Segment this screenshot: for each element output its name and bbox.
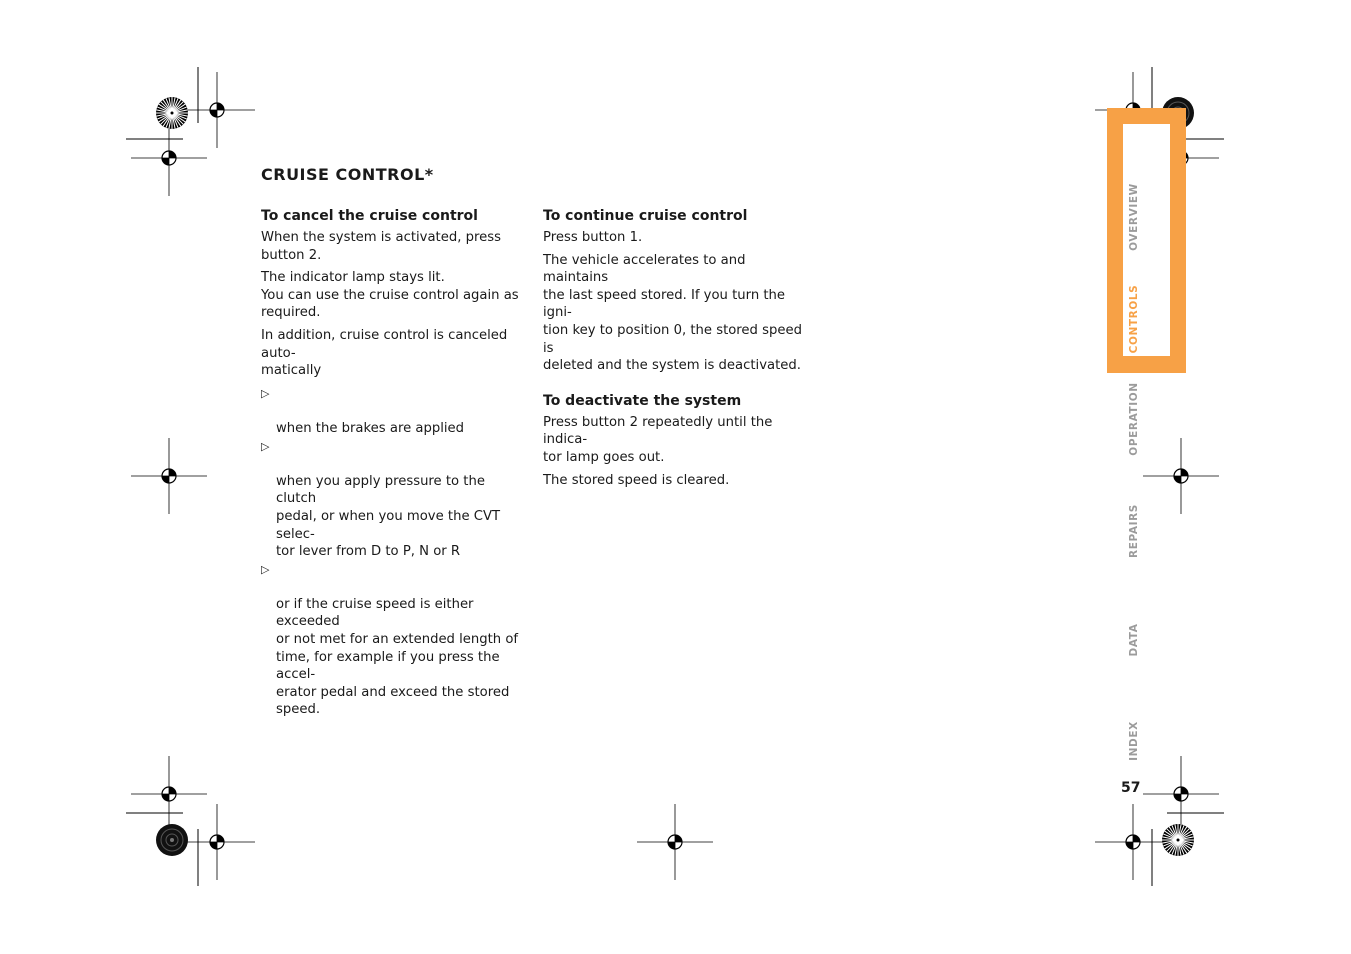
- left-column: [261, 207, 529, 719]
- continue-heading: To continue cruise control: [543, 208, 748, 224]
- nav-controls[interactable]: CONTROLS: [1128, 284, 1140, 354]
- nav-operation[interactable]: OPERATION: [1128, 382, 1140, 456]
- continue-paragraph-2: The vehicle accelerates to and maintains the last speed stored. If you turn the igni- tion key to position 0, the stored speed is deleted and the system is deactivated.: [543, 252, 802, 374]
- deactivate-paragraph-1: Press button 2 repeatedly until the indica- tor lamp goes out.: [543, 414, 773, 465]
- cancel-paragraph-1: When the system is activated, press button 2.: [261, 230, 501, 263]
- nav-index[interactable]: INDEX: [1128, 721, 1140, 761]
- cancel-paragraph-2: The indicator lamp stays lit. You can use the cruise control again as required.: [261, 270, 519, 321]
- list-item-text: when you apply pressure to the clutch pedal, or when you move the CVT selec- tor lever from D to P, N or R: [276, 473, 501, 560]
- cancel-paragraph-3: In addition, cruise control is canceled auto- matically: [261, 327, 508, 379]
- nav-data[interactable]: DATA: [1128, 623, 1140, 657]
- right-column: [543, 207, 811, 494]
- list-item-text: when the brakes are applied: [276, 420, 465, 436]
- nav-overview[interactable]: OVERVIEW: [1128, 183, 1140, 251]
- page-number: 57: [1121, 780, 1141, 796]
- continue-paragraph-1: Press button 1.: [543, 230, 643, 245]
- list-item: [261, 385, 529, 438]
- triangle-bullet-icon: ▷: [261, 562, 270, 576]
- cancel-heading: To cancel the cruise control: [261, 208, 478, 224]
- triangle-bullet-icon: ▷: [261, 439, 270, 453]
- triangle-bullet-icon: ▷: [261, 386, 270, 400]
- list-item-text: or if the cruise speed is either exceeded or not met for an extended length of time, for example if you press the accel- erator pedal and exceed the stored speed.: [276, 596, 519, 718]
- list-item: [261, 438, 529, 561]
- deactivate-heading: To deactivate the system: [543, 392, 742, 409]
- nav-repairs[interactable]: REPAIRS: [1128, 504, 1140, 558]
- page-title: CRUISE CONTROL*: [261, 165, 434, 184]
- deactivate-paragraph-2: The stored speed is cleared.: [543, 472, 730, 488]
- cancel-conditions-list: [261, 385, 529, 719]
- list-item: [261, 561, 529, 719]
